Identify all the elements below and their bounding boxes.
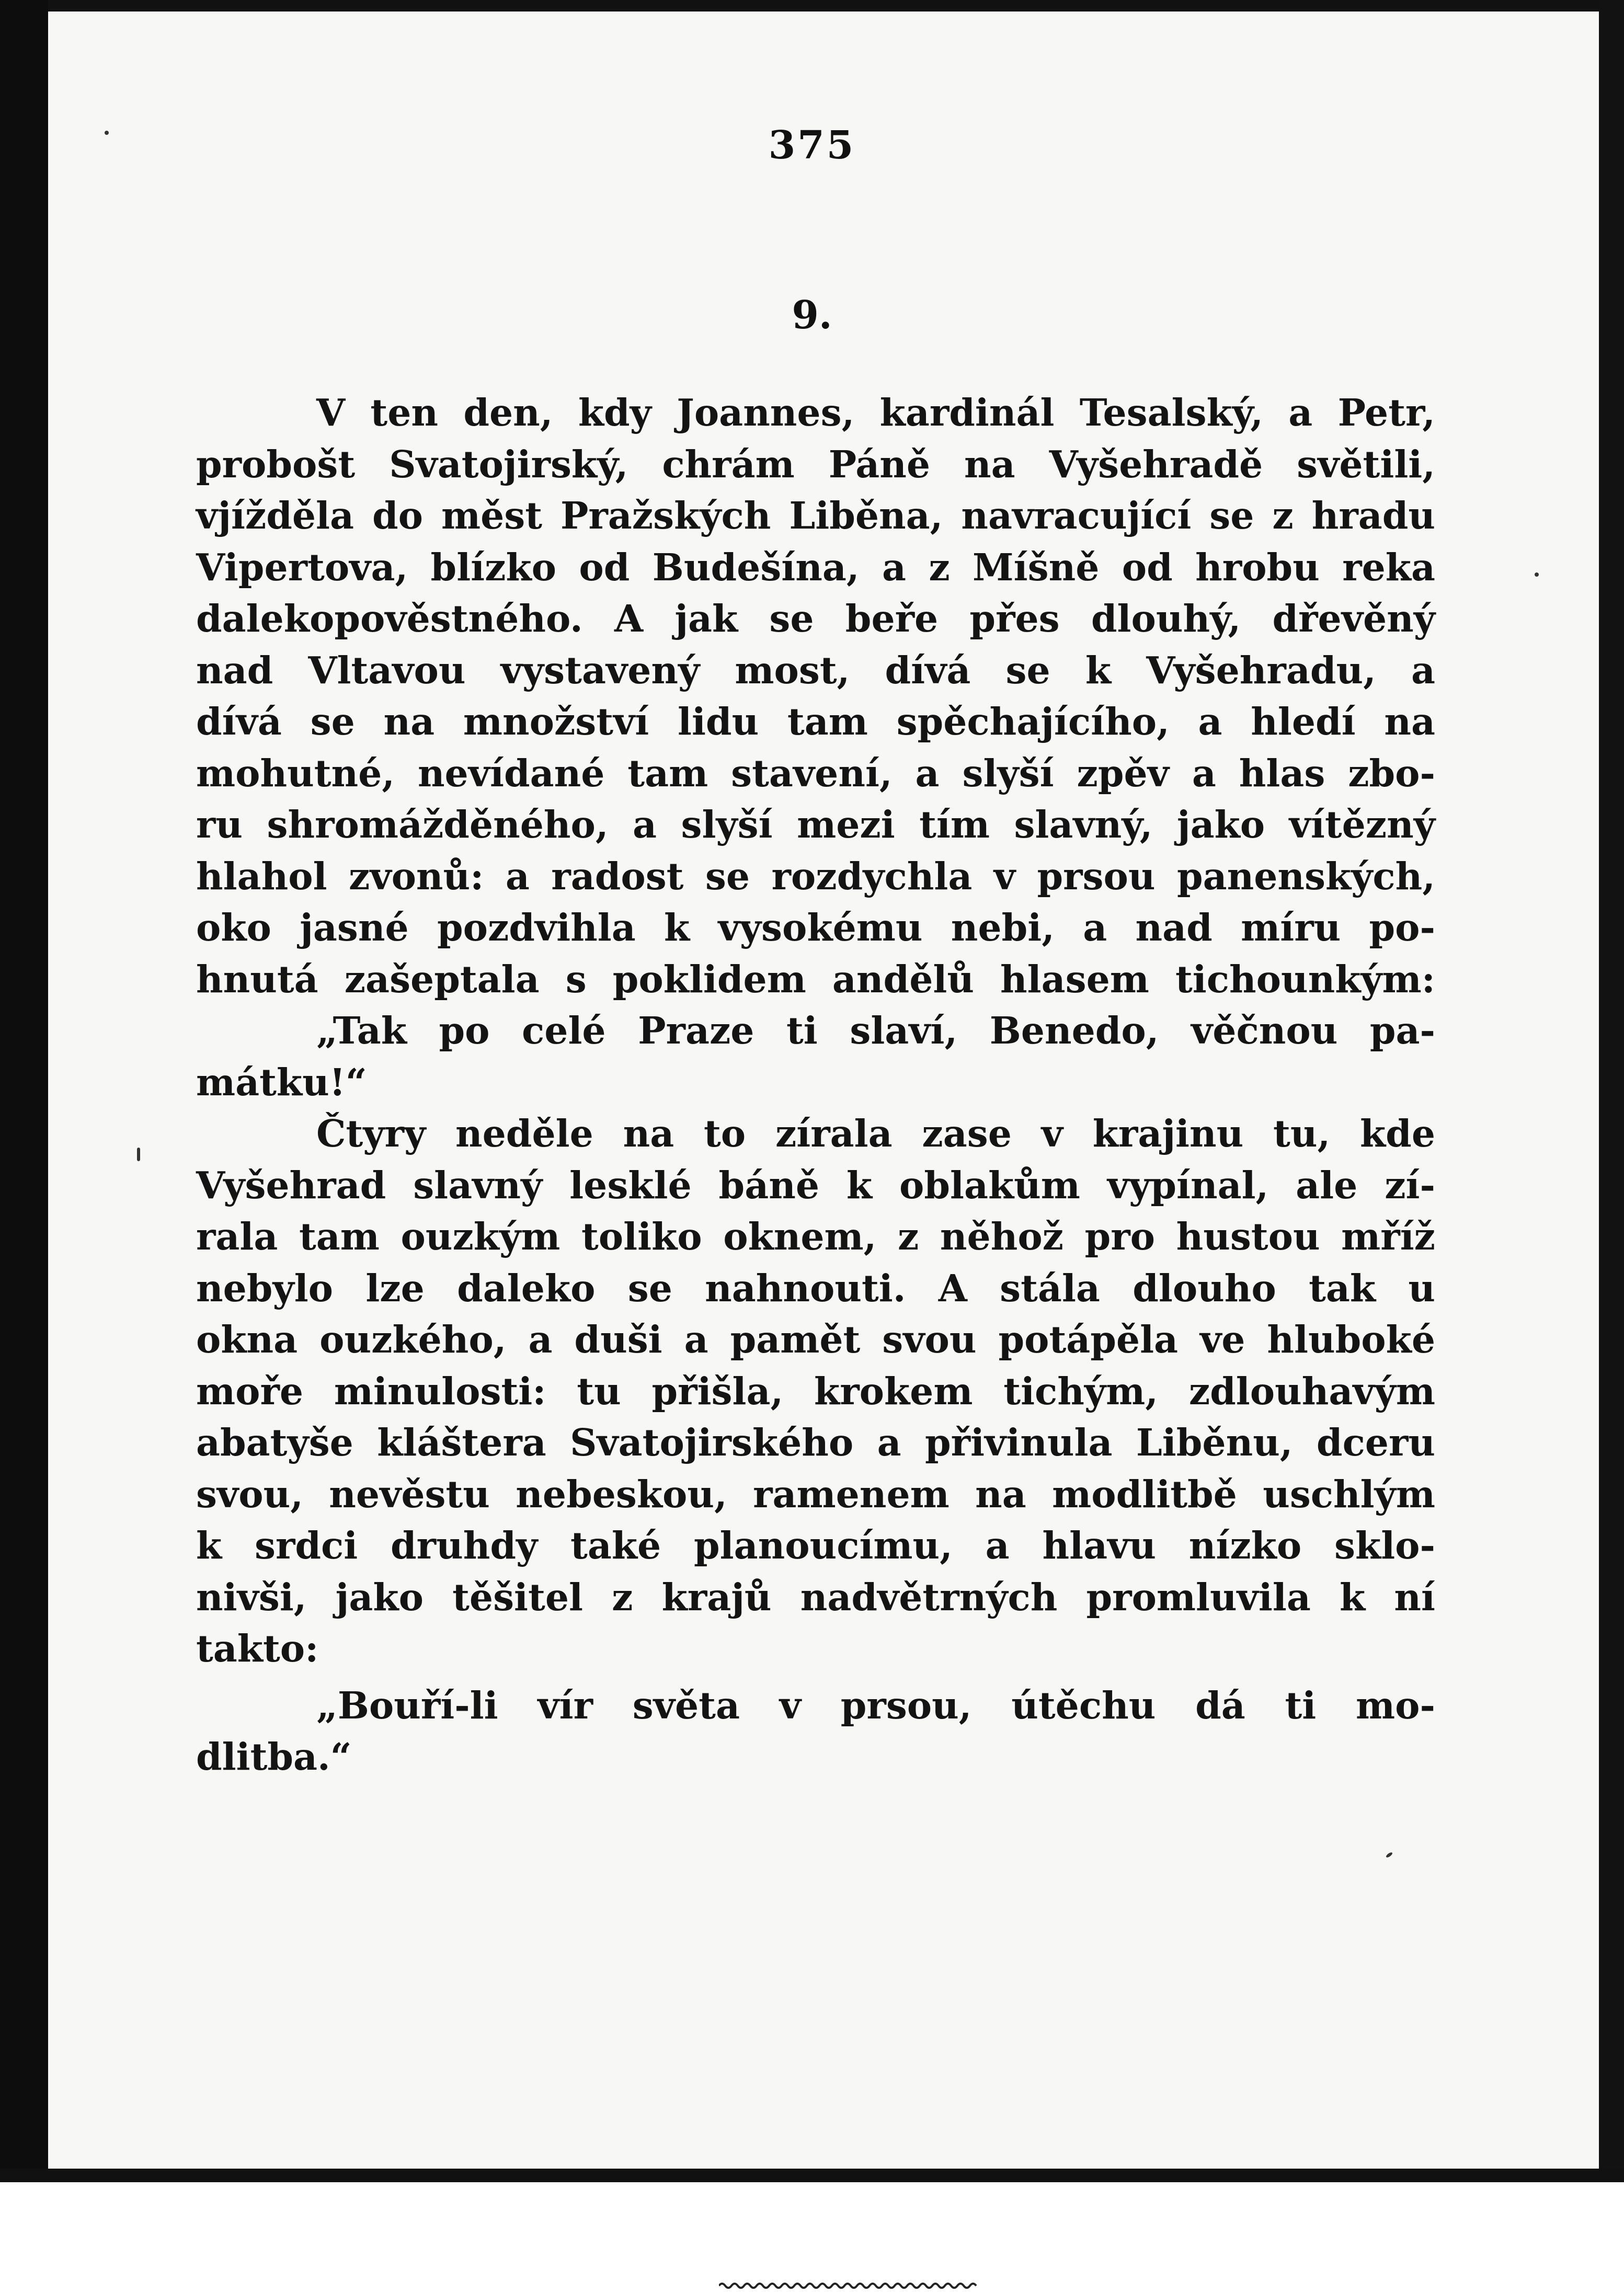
text-line: moře minulosti: tu přišla, krokem tichým, zdlouhavým [196,1369,1435,1413]
scan-border-top [0,0,1624,12]
text-line: dívá se na množství lidu tam spěchajícího, a hledí na [196,700,1435,743]
scan-speck [1386,1852,1393,1859]
section-end-ornament [719,2279,980,2292]
text-line: dalekopověstného. A jak se beře přes dlouhý, dřevěný [196,597,1435,640]
text-line: oko jasné pozdvihla k vysokému nebi, a nad míru po- [196,906,1435,949]
scan-border-bottom [0,2169,1624,2182]
text-line: V ten den, kdy Joannes, kardinál Tesalský, a Petr, [316,391,1435,434]
text-line: Vipertova, blízko od Budešína, a z Míšně od hrobu reka [196,545,1435,589]
scan-speck [1535,572,1539,577]
text-line: takto: [196,1626,319,1670]
text-line: hlahol zvonů: a radost se rozdychla v prsou panenských, [196,854,1435,898]
body-text [196,387,1435,1783]
text-line: ru shromážděného, a slyší mezi tím slavný, jako vítězný [196,803,1435,846]
text-line: dlitba.“ [196,1735,352,1779]
text-line: svou, nevěstu nebeskou, ramenem na modlitbě uschlým [196,1472,1435,1516]
text-line: „Bouří-li vír světa v prsou, útěchu dá ti mo- [316,1683,1435,1727]
text-line: abatyše kláštera Svatojirského a přivinula Liběnu, dceru [196,1420,1435,1464]
text-line: mátku!“ [196,1060,367,1104]
text-line: okna ouzkého, a duši a pamět svou potápěla ve hluboké [196,1317,1435,1361]
scan-speck [137,1148,140,1161]
text-line: mohutné, nevídané tam stavení, a slyší zpěv a hlas zbo- [196,751,1435,795]
chapter-number: 9. [792,293,832,338]
page-number: 375 [768,123,856,168]
text-line: k srdci druhdy také planoucímu, a hlavu nízko sklo- [196,1523,1435,1567]
text-line: nebylo lze daleko se nahnouti. A stála dlouho tak u [196,1266,1435,1310]
text-line: „Tak po celé Praze ti slaví, Benedo, věčnou pa- [316,1009,1435,1052]
text-line: nad Vltavou vystavený most, dívá se k Vyšehradu, a [196,648,1435,692]
text-line: rala tam ouzkým toliko oknem, z něhož pro hustou mříž [196,1214,1435,1258]
text-line: nivši, jako těšitel z krajů nadvětrných promluvila k ní [196,1575,1435,1619]
text-line: Čtyry neděle na to zírala zase v krajinu tu, kde [316,1111,1435,1155]
text-line: vjížděla do měst Pražských Liběna, navracující se z hradu [196,494,1435,537]
text-line: probošt Svatojirský, chrám Páně na Vyšehradě světili, [196,442,1435,486]
text-line: hnutá zašeptala s poklidem andělů hlasem tichounkým: [196,957,1435,1001]
text-line: Vyšehrad slavný lesklé báně k oblakům vypínal, ale zí- [196,1163,1435,1207]
